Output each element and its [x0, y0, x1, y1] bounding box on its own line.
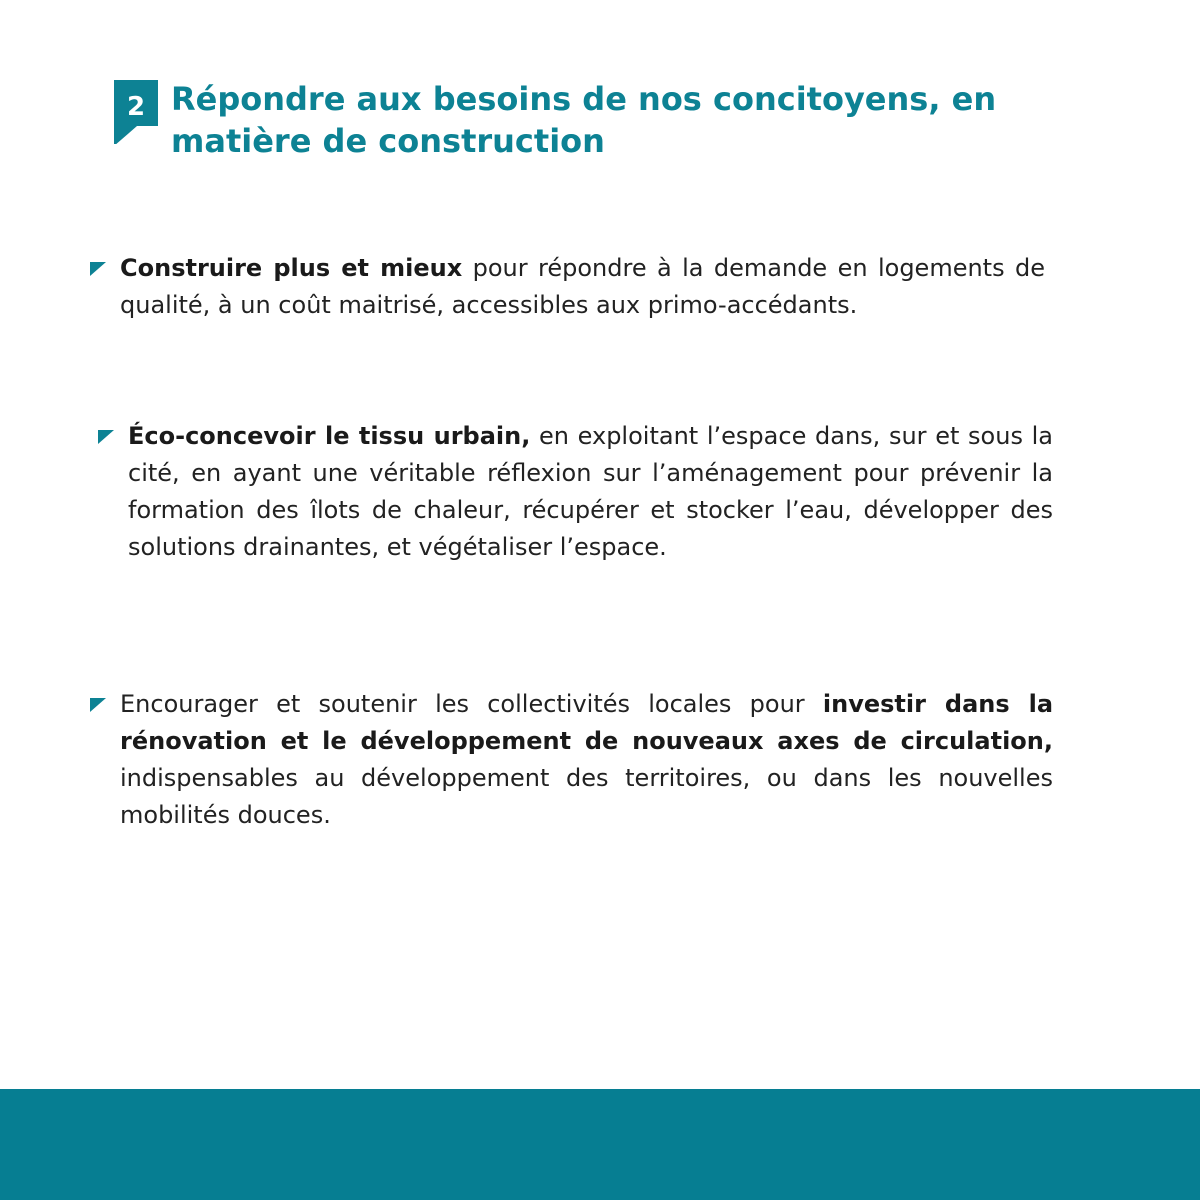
bullet-bold-text: investir dans la rénovation et le développement de nouveaux axes de circulation,: [120, 690, 1054, 755]
section-number-badge-shape: [113, 80, 159, 144]
bullet-text: [120, 250, 1045, 324]
triangle-bullet-icon: [90, 698, 106, 712]
bullet-body-text: en exploitant l’espace dans, sur et sous la cité, en ayant une véritable réflexion sur l’aménagement pour prévenir la formation des îlots de chaleur, récupérer et stocker l’eau, développer des solutions drainantes, et végétaliser l’espace.: [128, 422, 1053, 561]
bullet-body-text: indispensables au développement des territoires, ou dans les nouvelles mobilités douces.: [120, 764, 1053, 829]
bullet-bold-text: Éco-concevoir le tissu urbain,: [128, 422, 531, 450]
section-number-badge: [113, 80, 159, 144]
section-number: 2: [126, 92, 146, 122]
bullet-text: [120, 686, 1053, 834]
footer-band: [0, 1089, 1200, 1200]
bullet-body-text: pour répondre à la demande en logements de qualité, à un coût maitrisé, accessibles aux primo-accédants.: [120, 254, 1046, 319]
bullet-text: [128, 418, 1053, 566]
section-title: Répondre aux besoins de nos concitoyens, en matière de construction: [171, 80, 997, 160]
triangle-bullet-icon: [90, 262, 106, 276]
triangle-bullet-icon: [98, 430, 114, 444]
bullet-bold-text: Construire plus et mieux: [120, 254, 463, 282]
bullet-body-text: Encourager et soutenir les collectivités locales pour: [120, 690, 823, 718]
